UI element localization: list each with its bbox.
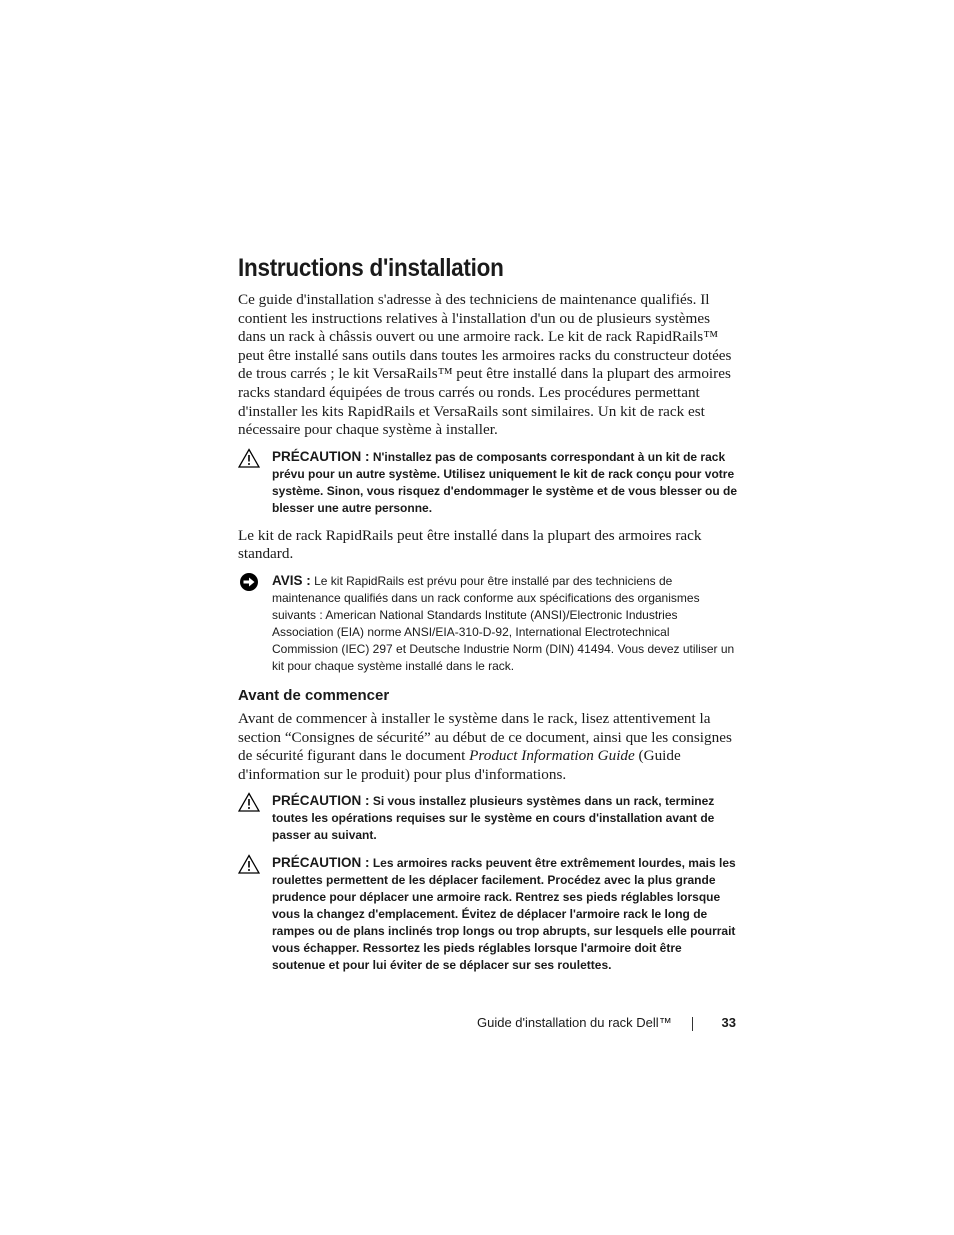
caution-label: PRÉCAUTION : (272, 448, 370, 464)
product-guide-title: Product Information Guide (469, 747, 635, 765)
caution-note-3 (238, 854, 738, 974)
caution-text: Si vous installez plusieurs systèmes dans un rack, terminez toutes les opérations requises sur le système en cours d'installation avant de passer au suivant. (272, 794, 715, 843)
caution-label: PRÉCAUTION : (272, 855, 370, 871)
warning-triangle-icon (238, 854, 260, 874)
notice-arrow-icon (238, 572, 260, 592)
page-title: Instructions d'installation (238, 254, 504, 282)
section-title: Avant de commencer (238, 686, 390, 704)
caution-note-2 (238, 792, 738, 844)
rapidrails-paragraph: Le kit de rack RapidRails peut être installé dans la plupart des armoires rack standard. (238, 526, 702, 563)
caution-label: PRÉCAUTION : (272, 793, 370, 809)
page-content (238, 254, 738, 984)
warning-triangle-icon (238, 792, 260, 812)
page-number: 33 (721, 1015, 736, 1030)
before-start-paragraph (238, 710, 738, 784)
intro-paragraph: Ce guide d'installation s'adresse à des techniciens de maintenance qualifiés. Il contient les instructions relatives à l'installation d'un ou de plusieurs systèmes dans un rack à châssis ouvert ou une armoire rack. Le kit de rack RapidRails™ peut être installé sans outils dans toutes les armoires racks du constructeur dotées de trous carrés ; le kit VersaRails™ peut être installé dans la plupart des armoires racks standard équipées de trous carrés ou ronds. Les procédures permettant d'installer les kits RapidRails et VersaRails sont similaires. Un kit de rack est nécessaire pour chaque système à installer. (238, 291, 732, 439)
footer-title: Guide d'installation du rack Dell™ (477, 1015, 672, 1030)
notice-text: Le kit RapidRails est prévu pour être installé par des techniciens de maintenance qualifiés dans un rack conforme aux spécifications des organismes suivants : American National Standards Institute (ANSI)/Electronic Industries Association (EIA) norme ANSI/EIA-310-D-92, International Electrotechnical Commission (IEC) 297 et Deutsche Industrie Norm (DIN) 41494. Vous devez utiliser un kit pour chaque système installé dans le rack. (272, 573, 735, 673)
warning-triangle-icon (238, 448, 260, 468)
caution-note-1 (238, 448, 738, 517)
caution-text: Les armoires racks peuvent être extrêmement lourdes, mais les roulettes permettent de les déplacer facilement. Procédez avec la plus grande prudence pour déplacer une armoire rack. Rentrez ses pieds réglables lorsque vous la changez d'emplacement. Évitez de déplacer l'armoire rack le long de rampes ou de plans inclinés trop longs ou trop abrupts, sur lesquels elle pourrait vous échapper. Ressortez les pieds réglables lorsque l'armoire doit être soutenue et pour lui éviter de se déplacer sur ses roulettes. (272, 856, 736, 973)
before-start-text-2: (Guide d'information sur le produit) pour plus d'informations. (238, 747, 681, 783)
caution-text: N'installez pas de composants correspondant à un kit de rack prévu pour un autre système. Utilisez uniquement le kit de rack conçu pour votre système. Sinon, vous risquez d'endommager le système et de vous blesser ou de blesser une autre personne. (272, 449, 738, 515)
before-start-text-1: Avant de commencer à installer le système dans le rack, lisez attentivement la section “Consignes de sécurité” au début de ce document, ainsi que les consignes de sécurité figurant dans le document (238, 709, 732, 765)
footer-separator (692, 1017, 693, 1031)
notice-label: AVIS : (272, 572, 311, 588)
notice-note (238, 572, 738, 675)
